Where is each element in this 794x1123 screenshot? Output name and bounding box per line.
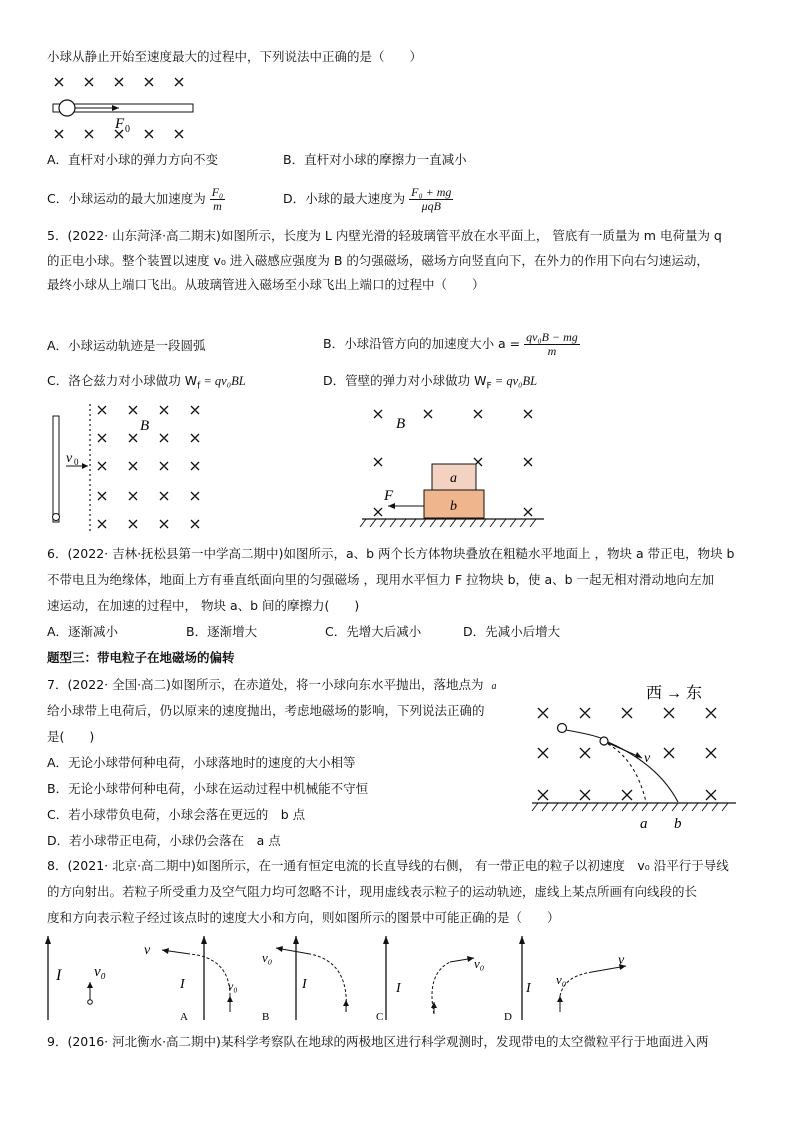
q6-option-d: D．先减小后增大 xyxy=(463,624,561,639)
q8-stem-line-3: 度和方向表示粒子经过该点时的速度大小和方向，则如图所示的图景中可能正确的是（ ） xyxy=(47,910,560,925)
q7-option-d: D．若小球带正电荷，小球仍会落在 a 点 xyxy=(47,833,281,848)
q8-option-d-trajectory xyxy=(556,952,636,1012)
svg-text:D: D xyxy=(504,1011,512,1023)
q6-stem-line-2: 不带电且为绝缘体，地面上方有垂直纸面向里的匀强磁场 ，现用水平恒力 F 拉物块 b，使 a、b 一起无相对滑动地向左加 xyxy=(47,572,715,587)
q4-option-c-text: C．小球运动的最大加速度为 xyxy=(47,191,206,206)
q4-option-b: B．直杆对小球的摩擦力一直减小 xyxy=(283,152,467,167)
q4-stem: 小球从静止开始至速度最大的过程中，下列说法中正确的是（ ） xyxy=(47,49,423,64)
q7-stem-line-1: 7．(2022· 全国·高二)如图所示，在赤道处，将一小球向东水平抛出，落地点为 a xyxy=(47,677,497,692)
q6-field-label: B xyxy=(396,416,406,432)
tube-ball xyxy=(53,514,60,521)
svg-text:a: a xyxy=(450,471,457,486)
svg-text:v₀: v₀ xyxy=(228,979,238,993)
trajectory-a xyxy=(608,744,646,802)
svg-text:C: C xyxy=(376,1011,384,1023)
q5-option-b-fraction: $\frac{\text{qv₀B − mg}}{m}$ xyxy=(526,330,578,358)
q6-stem-line-3: 速运动，在加速的过程中， 物块 a、b 间的摩擦力( ) xyxy=(47,598,360,613)
q4-option-d xyxy=(283,182,453,216)
svg-text:v₀: v₀ xyxy=(474,956,485,971)
svg-text:I: I xyxy=(526,981,531,996)
svg-text:B: B xyxy=(262,1011,270,1023)
q8-stem-line-1: 8．(2021· 北京·高二期中)如图所示，在一通有恒定电流的长直导线的右侧， 有一带正电的粒子以初速度 v₀ 沿平行于导线 xyxy=(47,858,729,873)
q5-option-d: D．管壁的弹力对小球做功 $W_F = qv_0BL$ xyxy=(323,373,538,392)
q7-figure xyxy=(528,676,740,834)
point-b-label: b xyxy=(674,816,682,832)
q7-stem-line-3: 是( ) xyxy=(47,729,95,744)
q7-ground-hatching xyxy=(532,803,728,811)
svg-text:v₀: v₀ xyxy=(556,972,567,987)
q7-option-c: C．若小球带负电荷，小球会落在更远的 b 点 xyxy=(47,807,306,822)
q7-option-b: B．无论小球带何种电荷，小球在运动过程中机械能不守恒 xyxy=(47,781,369,796)
section-heading: 题型三：带电粒子在地磁场的偏转 xyxy=(47,650,235,665)
q5-option-a: A．小球运动轨迹是一段圆弧 xyxy=(47,338,206,353)
ball xyxy=(59,100,75,116)
q6-option-c: C．先增大后减小 xyxy=(325,624,422,639)
q7-option-a: A．无论小球带何种电荷，小球落地时的速度的大小相等 xyxy=(47,755,356,770)
svg-text:I: I xyxy=(396,981,401,996)
q5-option-b xyxy=(323,326,580,362)
q5-option-b-text: B．小球沿管方向的加速度大小 a = xyxy=(323,336,521,351)
q4-option-c-fraction: $\frac{\text{F₀}}{m}$ xyxy=(211,185,224,213)
velocity-label: v xyxy=(66,451,73,466)
q4-option-d-fraction: $\frac{\text{F₀ + mg}}{\text{μqB}}$ xyxy=(411,185,452,213)
svg-text:v: v xyxy=(644,751,651,766)
q6-figure xyxy=(358,400,548,530)
q6-stem-line-1: 6．(2022· 吉林·抚松县第一中学高二期中)如图所示，a、b 两个长方体物块叠放在粗糙水平地面上 ，物块 a 带正电，物块 b xyxy=(47,546,735,561)
moving-ball xyxy=(600,737,608,745)
q5-stem-line-2: 的正电小球。整个装置以速度 v₀ 进入磁感应强度为 B 的匀强磁场，磁场方向竖直向下，在外力的作用下向右匀速运动， xyxy=(47,253,709,268)
field-label: B xyxy=(140,418,150,434)
q8-option-b-diagram xyxy=(262,936,349,1023)
west-east-label: 西 → 东 xyxy=(646,685,703,702)
q8-option-a-diagram xyxy=(144,936,238,1023)
q4-option-c xyxy=(47,182,225,216)
glass-tube xyxy=(53,416,59,522)
q5-figure xyxy=(40,398,220,536)
q9-stem-line-1: 9．(2016· 河北衡水·高二期中)某科学考察队在地球的两极地区进行科学观测时，发现带电的太空微粒平行于地面进入两 xyxy=(47,1034,709,1049)
ground-hatching xyxy=(360,519,536,527)
svg-text:v₀: v₀ xyxy=(262,950,273,965)
q6-option-b: B．逐渐增大 xyxy=(186,624,258,639)
q6-option-a: A．逐渐减小 xyxy=(47,624,119,639)
svg-text:F: F xyxy=(384,488,394,504)
svg-text:v: v xyxy=(618,953,625,968)
point-a-label: a xyxy=(640,816,648,832)
q4-figure xyxy=(45,72,205,144)
q8-option-c-diagram xyxy=(376,936,484,1023)
svg-text:v: v xyxy=(144,943,151,958)
q5-stem-line-3: 最终小球从上端口飞出。从玻璃管进入磁场至小球飞出上端口的过程中（ ） xyxy=(47,277,485,292)
q5-stem-line-1: 5．(2022· 山东菏泽·高二期末)如图所示，长度为 L 内壁光滑的轻玻璃管平放在水平面上， 管底有一质量为 m 电荷量为 q xyxy=(47,228,722,243)
svg-text:I: I xyxy=(180,977,185,992)
svg-text:v₀: v₀ xyxy=(94,964,106,980)
launch-ball xyxy=(558,724,567,733)
q7-field-crosses xyxy=(538,708,716,800)
q8-stem-line-2: 的方向射出。若粒子所受重力及空气阻力均可忽略不计，现用虚线表示粒子的运动轨迹，虚线上某点所画有向线段的长 xyxy=(47,884,698,899)
q4-option-d-text: D．小球的最大速度为 xyxy=(283,191,406,206)
q7-stem-line-2: 给小球带上电荷后，仍以原来的速度抛出，考虑地磁场的影响，下列说法正确的 xyxy=(47,703,485,718)
velocity-arrow xyxy=(82,463,88,469)
svg-text:I: I xyxy=(302,977,307,992)
svg-text:I: I xyxy=(56,967,62,984)
q8-main-diagram xyxy=(45,936,106,1020)
q5-option-c: C．洛仑兹力对小球做功 $W_f = qv_0BL$ xyxy=(47,373,246,392)
svg-text:b: b xyxy=(450,499,457,514)
q4-option-a: A．直杆对小球的弹力方向不变 xyxy=(47,152,219,167)
force-label: F xyxy=(115,116,125,132)
svg-text:0: 0 xyxy=(74,457,79,467)
svg-text:A: A xyxy=(180,1011,188,1023)
q8-figure xyxy=(40,932,567,1024)
force-label-sub: 0 xyxy=(125,124,130,135)
